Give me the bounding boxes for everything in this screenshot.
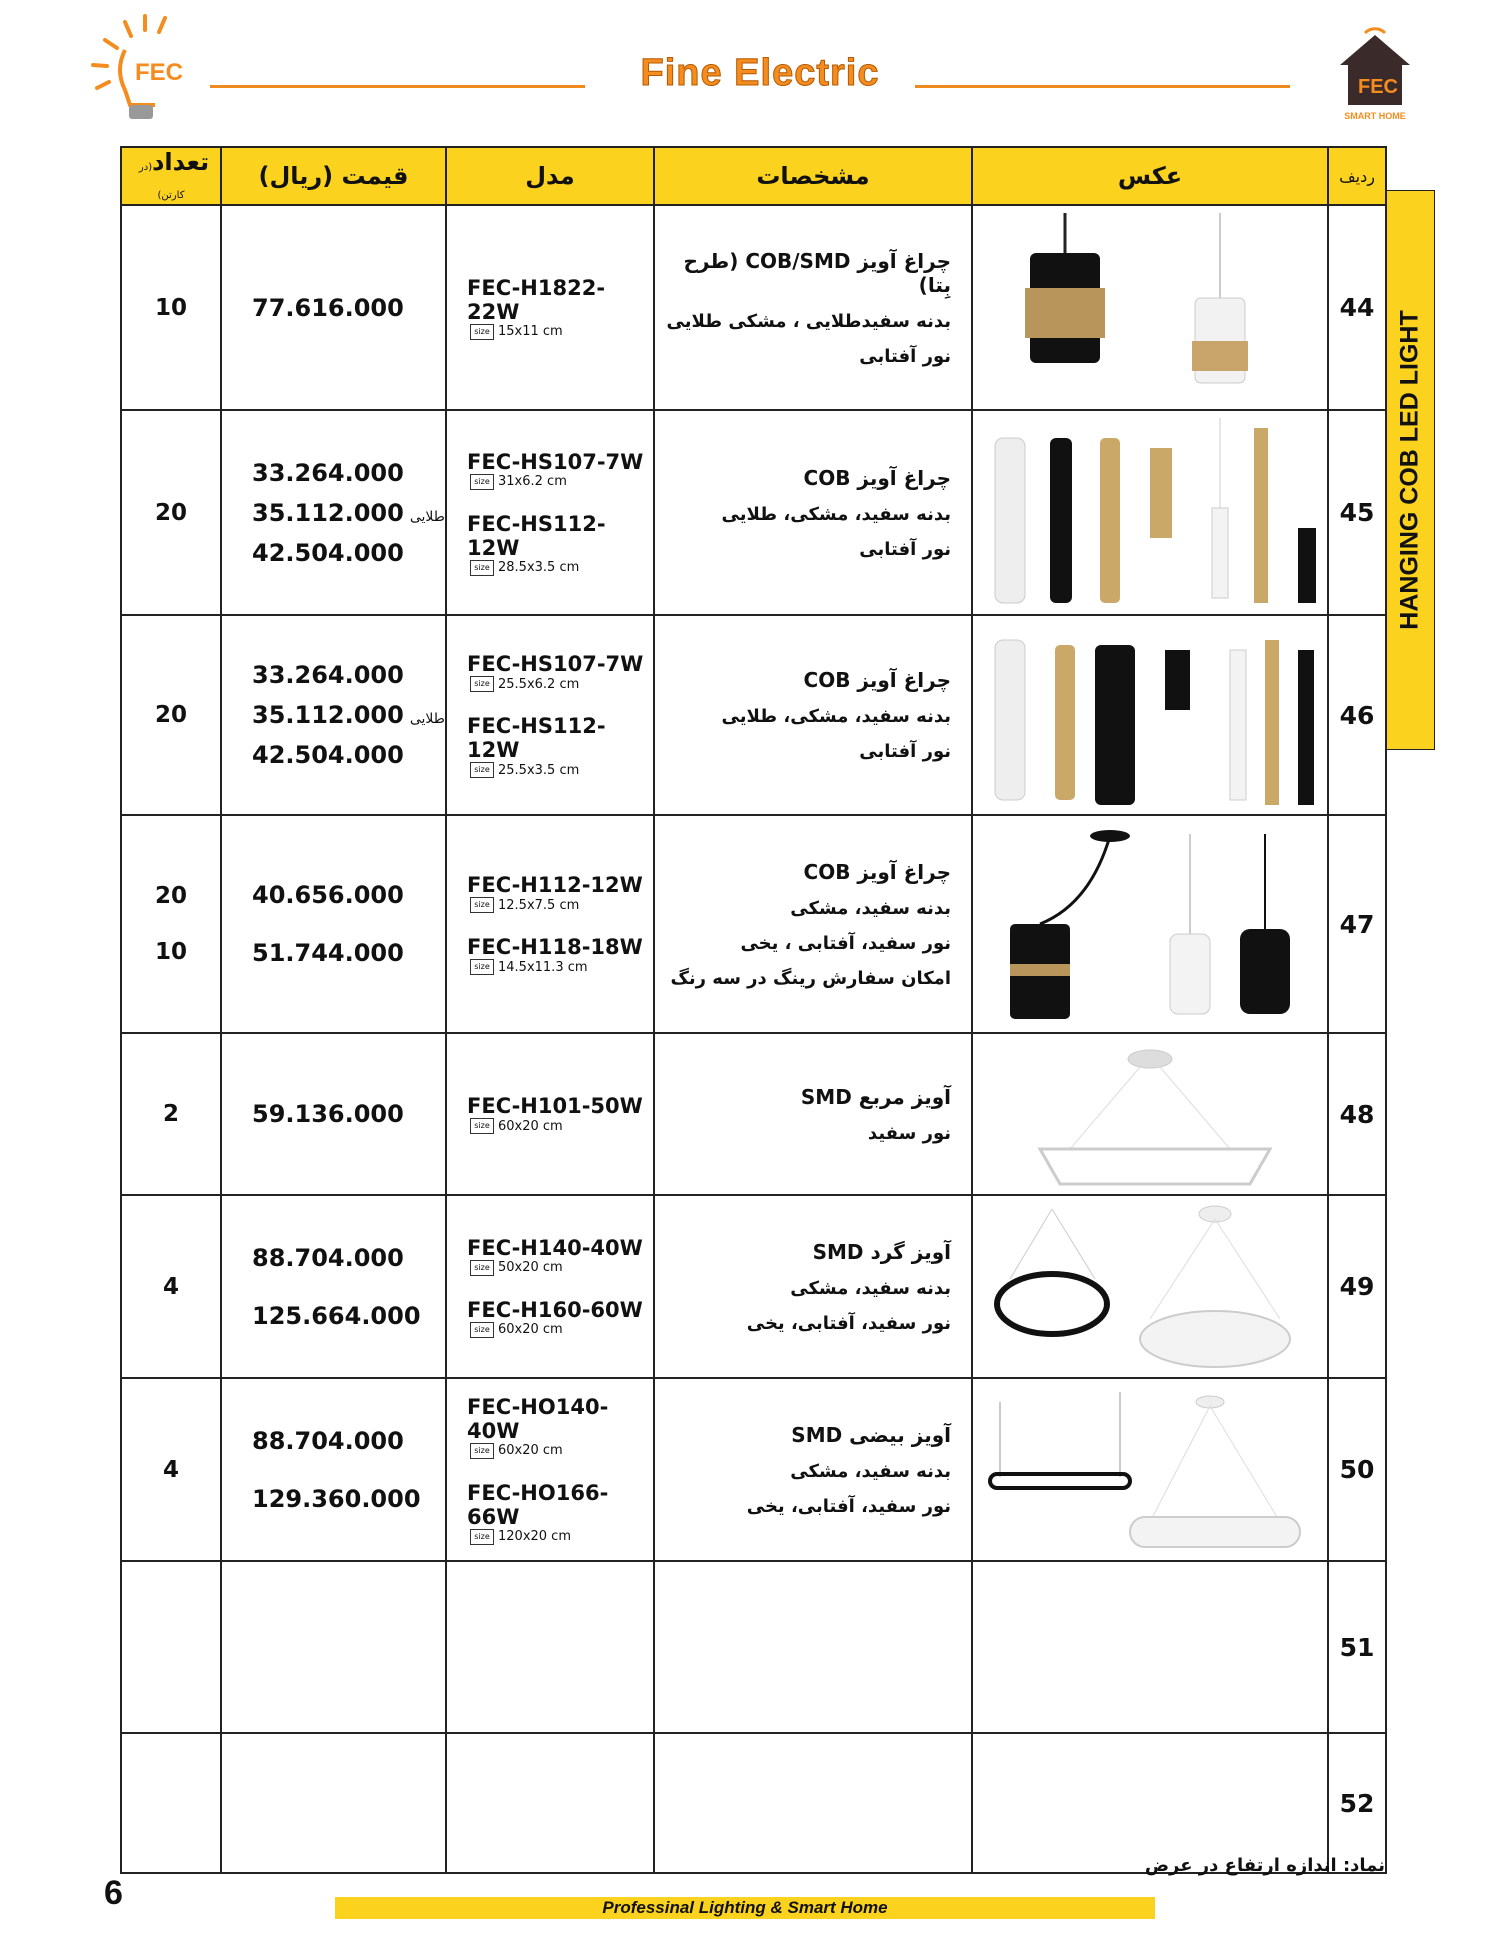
spec-line: بدنه سفید، مشکی	[790, 1277, 951, 1299]
quantity-value: 4	[162, 1456, 179, 1483]
model-code: FEC-HS112-12W	[467, 511, 606, 560]
qty-cell	[121, 1378, 221, 1561]
price-variant-tag: طلایی	[409, 711, 445, 727]
price-value: 35.112.000	[252, 498, 404, 527]
row-number: 48	[1328, 1033, 1386, 1195]
row-number: 47	[1328, 815, 1386, 1033]
product-photo	[972, 615, 1328, 815]
size-label	[470, 676, 653, 692]
price-variant-tag: طلایی	[409, 508, 445, 525]
spec-cell	[654, 410, 972, 615]
model-code: FEC-H112-12W	[467, 873, 643, 897]
size-label	[470, 959, 653, 975]
model-cell	[446, 1378, 654, 1561]
size-label	[470, 1260, 653, 1276]
brand-title: Fine Electric	[640, 52, 880, 94]
model-cell	[446, 410, 654, 615]
size-value: 25.5x3.5 cm	[498, 762, 580, 778]
size-icon: size	[470, 560, 494, 576]
size-icon: size	[470, 762, 494, 778]
qty-cell	[121, 205, 221, 410]
table-row	[121, 1733, 1386, 1873]
logo-right-sub: SMART HOME	[1344, 111, 1406, 121]
size-icon: size	[470, 1443, 494, 1459]
size-label	[470, 762, 653, 778]
header-line-right	[915, 85, 1290, 88]
spec-line: چراغ آویز COB	[803, 465, 951, 490]
size-label	[470, 897, 653, 913]
model-code: FEC-HO166-66W	[467, 1480, 609, 1529]
size-value: 14.5x11.3 cm	[498, 959, 588, 975]
spec-cell	[654, 205, 972, 410]
model-code: FEC-H160-60W	[467, 1297, 643, 1322]
qty-cell	[121, 410, 221, 615]
spec-cell	[654, 1733, 972, 1873]
spec-line: بدنه سفید، مشکی	[790, 897, 951, 919]
size-value: 12.5x7.5 cm	[498, 897, 580, 913]
price-value: 77.616.000	[252, 293, 404, 322]
fec-smart-home-logo	[1330, 25, 1420, 125]
size-label	[470, 1118, 653, 1134]
table-row	[121, 205, 1386, 410]
product-photo	[972, 410, 1328, 615]
table-row	[121, 1378, 1386, 1561]
model-code: FEC-H140-40W	[467, 1235, 643, 1260]
qty-cell	[121, 1733, 221, 1873]
model-code: FEC-H101-50W	[467, 1094, 643, 1118]
model-cell	[446, 1733, 654, 1873]
spec-cell	[654, 1378, 972, 1561]
spec-line: نور آفتابی	[859, 345, 951, 367]
row-number: 49	[1328, 1195, 1386, 1378]
spec-line: چراغ آویز COB/SMD (طرح بِتا)	[683, 248, 951, 297]
model-cell	[446, 1561, 654, 1733]
col-price: قیمت (ریال)	[221, 147, 446, 205]
spec-line: نور سفید، آفتابی، یخی	[746, 1495, 951, 1517]
product-photo	[972, 815, 1328, 1033]
price-cell	[221, 815, 446, 1033]
product-photo	[972, 205, 1328, 410]
model-code: FEC-HO140-40W	[467, 1394, 609, 1443]
spec-line: بدنه سفید، مشکی	[790, 1460, 951, 1482]
col-photo: عکس	[972, 147, 1328, 205]
size-icon: size	[470, 1529, 494, 1545]
price-cell	[221, 205, 446, 410]
quantity-value: 10	[154, 294, 187, 321]
row-number: 50	[1328, 1378, 1386, 1561]
model-cell	[446, 205, 654, 410]
model-code: FEC-H1822-22W	[467, 275, 606, 324]
model-cell	[446, 815, 654, 1033]
price-value: 51.744.000	[252, 939, 404, 967]
product-photo	[972, 1033, 1328, 1195]
size-value: 15x11 cm	[498, 324, 563, 339]
spec-line: بدنه سفید، مشکی، طلایی	[721, 503, 951, 525]
qty-cell	[121, 1033, 221, 1195]
price-value: 125.664.000	[252, 1301, 421, 1330]
col-row: ردیف	[1328, 147, 1386, 205]
product-photo	[972, 1561, 1328, 1733]
row-number: 52	[1328, 1733, 1386, 1873]
qty-cell	[121, 1195, 221, 1378]
price-value: 42.504.000	[252, 741, 404, 769]
table-row	[121, 1561, 1386, 1733]
product-photo	[972, 1378, 1328, 1561]
model-code: FEC-HS107-7W	[467, 652, 644, 676]
spec-line: بدنه سفیدطلایی ، مشکی طلایی	[666, 310, 951, 332]
price-value: 33.264.000	[252, 458, 404, 487]
spec-line: آویز بیضی SMD	[791, 1422, 951, 1447]
page-number: 6	[104, 1874, 123, 1912]
spec-line: بدنه سفید، مشکی، طلایی	[721, 706, 951, 727]
size-label	[470, 474, 653, 490]
row-number: 46	[1328, 615, 1386, 815]
size-value: 28.5x3.5 cm	[498, 560, 580, 575]
size-icon: size	[470, 897, 494, 913]
spec-line: چراغ آویز COB	[803, 668, 951, 692]
spec-cell	[654, 1561, 972, 1733]
size-legend: نماد: اندازه ارتفاع در عرض	[1144, 1855, 1385, 1876]
size-value: 120x20 cm	[498, 1529, 571, 1544]
model-code: FEC-HS112-12W	[467, 714, 606, 762]
size-label	[470, 1443, 653, 1459]
spec-line: امکان سفارش رینگ در سه رنگ	[670, 967, 951, 989]
row-number: 51	[1328, 1561, 1386, 1733]
size-icon: size	[470, 959, 494, 975]
qty-cell	[121, 1561, 221, 1733]
product-table	[120, 146, 1387, 1874]
table-row	[121, 410, 1386, 615]
qty-cell	[121, 815, 221, 1033]
spec-line: آویز مربع SMD	[800, 1084, 951, 1109]
quantity-value: 20	[154, 883, 187, 909]
price-value: 59.136.000	[252, 1100, 404, 1128]
spec-line: چراغ آویز COB	[803, 859, 951, 884]
size-icon: size	[470, 474, 494, 490]
quantity-value: 20	[154, 499, 187, 526]
price-cell	[221, 410, 446, 615]
price-value: 40.656.000	[252, 881, 404, 909]
model-cell	[446, 1195, 654, 1378]
price-value: 88.704.000	[252, 1243, 404, 1272]
price-value: 88.704.000	[252, 1426, 404, 1455]
model-cell	[446, 1033, 654, 1195]
spec-cell	[654, 1033, 972, 1195]
spec-cell	[654, 1195, 972, 1378]
size-icon: size	[470, 676, 494, 692]
row-number: 44	[1328, 205, 1386, 410]
size-label	[470, 560, 653, 576]
row-number: 45	[1328, 410, 1386, 615]
price-value: 35.112.000	[252, 701, 404, 729]
spec-cell	[654, 615, 972, 815]
size-label	[470, 324, 653, 340]
product-photo	[972, 1195, 1328, 1378]
table-row	[121, 815, 1386, 1033]
size-label	[470, 1529, 653, 1545]
size-value: 50x20 cm	[498, 1260, 563, 1275]
price-value: 129.360.000	[252, 1484, 421, 1513]
fec-bulb-logo	[85, 10, 195, 125]
spec-line: نور سفید	[867, 1122, 951, 1144]
model-cell	[446, 615, 654, 815]
price-cell	[221, 1033, 446, 1195]
quantity-value: 4	[162, 1273, 179, 1300]
product-photo	[972, 1733, 1328, 1873]
col-model: مدل	[446, 147, 654, 205]
model-code: FEC-H118-18W	[467, 935, 643, 959]
price-value: 33.264.000	[252, 661, 404, 689]
qty-cell	[121, 615, 221, 815]
size-icon: size	[470, 1322, 494, 1338]
price-cell	[221, 1733, 446, 1873]
spec-line: نور سفید، آفتابی، یخی	[746, 1312, 951, 1334]
header-line-left	[210, 85, 585, 88]
table-row	[121, 1195, 1386, 1378]
size-icon: size	[470, 324, 494, 340]
price-cell	[221, 1195, 446, 1378]
size-value: 25.5x6.2 cm	[498, 676, 580, 692]
footer-tagline: Professinal Lighting & Smart Home	[335, 1897, 1155, 1919]
col-spec: مشخصات	[654, 147, 972, 205]
price-cell	[221, 615, 446, 815]
table-row	[121, 1033, 1386, 1195]
quantity-value: 20	[154, 702, 187, 728]
price-cell	[221, 1378, 446, 1561]
spec-line: آویز گرد SMD	[812, 1239, 951, 1264]
size-value: 60x20 cm	[498, 1322, 563, 1337]
logo-right-text: FEC	[1358, 76, 1398, 98]
spec-line: نور آفتابی	[859, 538, 951, 560]
size-label	[470, 1322, 653, 1338]
category-side-label: HANGING COB LED LIGHT	[1385, 190, 1435, 750]
spec-cell	[654, 815, 972, 1033]
col-qty: تعداد(در کارتن)	[121, 147, 221, 205]
size-value: 60x20 cm	[498, 1118, 563, 1134]
quantity-value: 10	[154, 939, 187, 965]
model-code: FEC-HS107-7W	[467, 449, 644, 474]
table-header-row	[121, 147, 1386, 205]
price-cell	[221, 1561, 446, 1733]
size-value: 31x6.2 cm	[498, 474, 567, 489]
logo-left-text: FEC	[135, 59, 183, 86]
size-icon: size	[470, 1260, 494, 1276]
table-row	[121, 615, 1386, 815]
quantity-value: 2	[162, 1101, 179, 1127]
size-value: 60x20 cm	[498, 1443, 563, 1458]
spec-line: نور سفید، آفتابی ، یخی	[740, 932, 951, 954]
price-value: 42.504.000	[252, 538, 404, 567]
size-icon: size	[470, 1118, 494, 1134]
spec-line: نور آفتابی	[859, 741, 951, 762]
